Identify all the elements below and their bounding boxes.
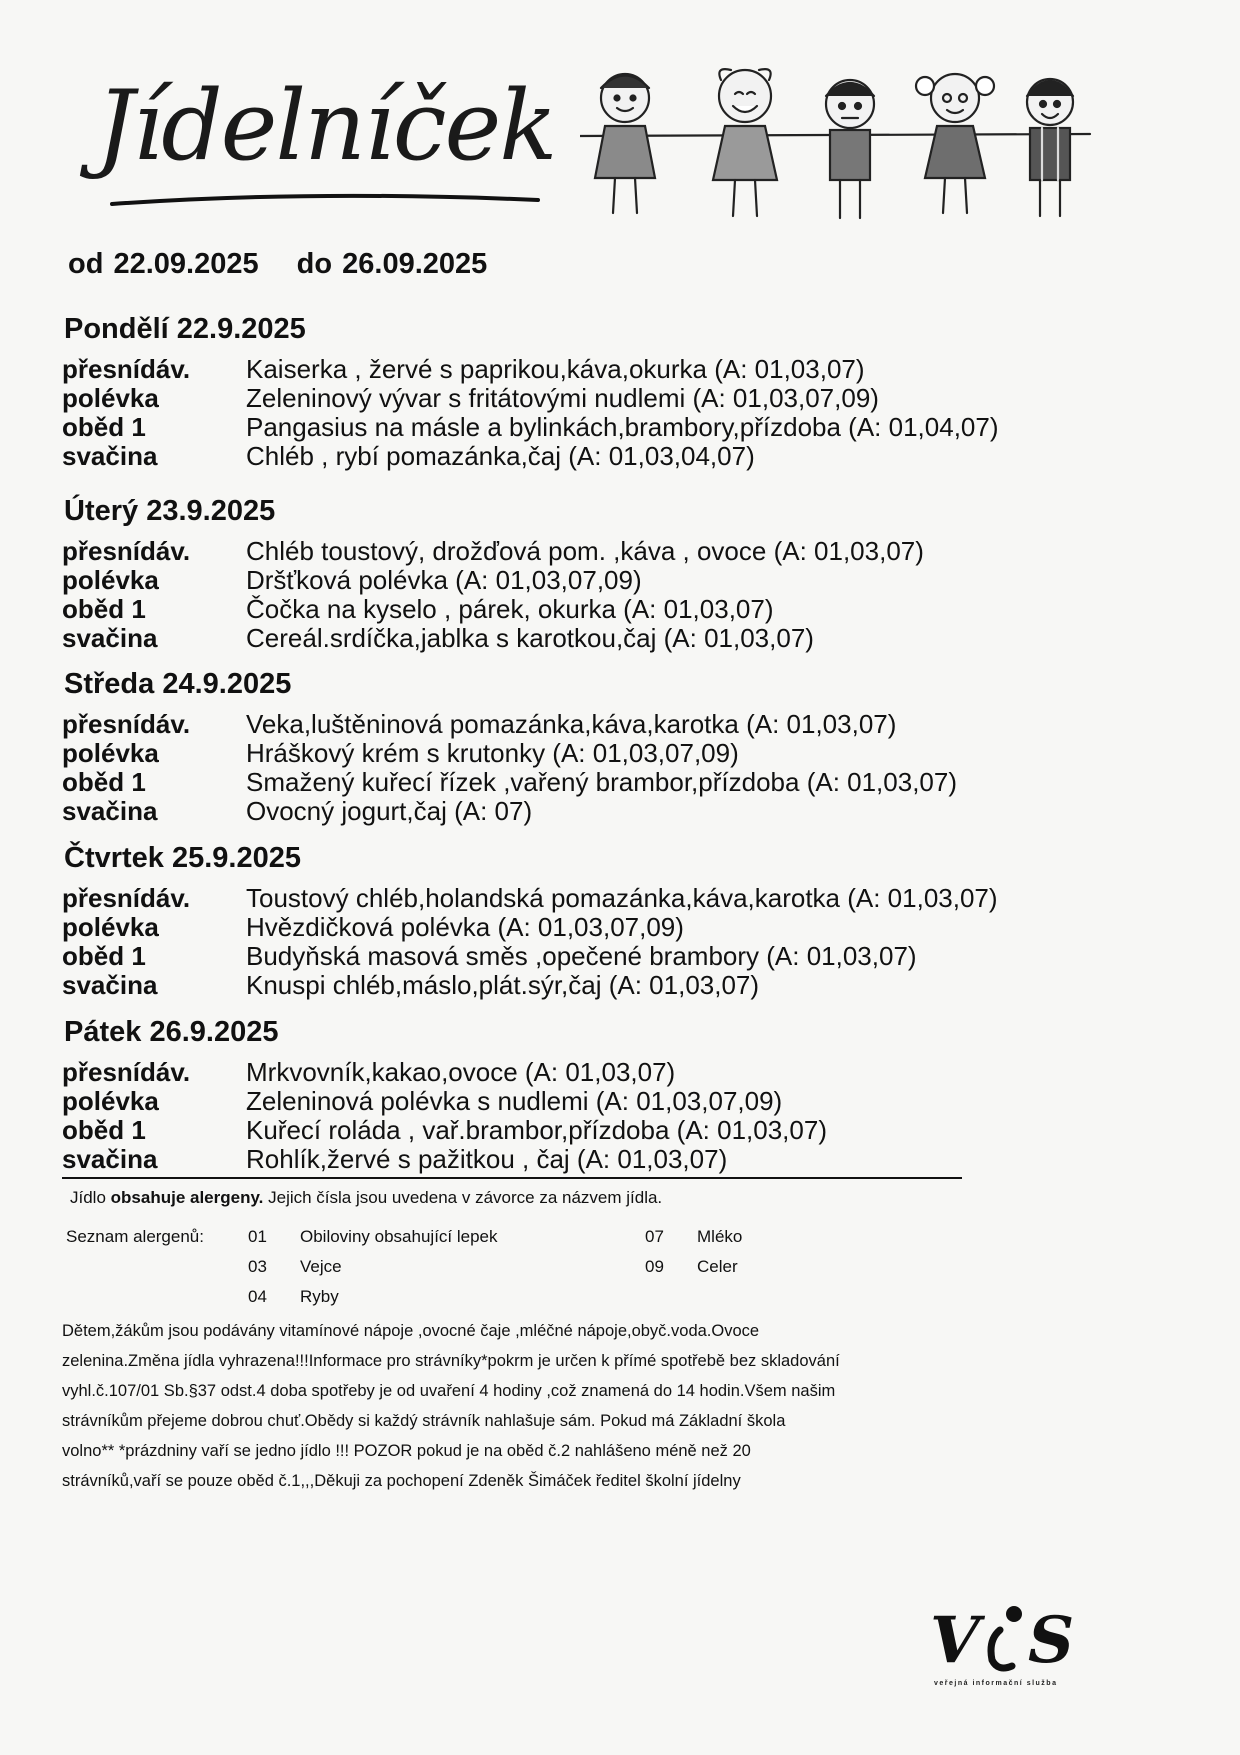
day-title: Čtvrtek 25.9.2025	[64, 842, 301, 874]
meal-row-snack	[62, 1146, 1062, 1175]
day-monday	[62, 313, 1062, 472]
meal-row-soup	[62, 567, 1062, 596]
meal-dish: Rohlík,žervé s pažitkou , čaj (A: 01,03,07)	[246, 1144, 728, 1174]
footer-line: Dětem,žákům jsou podávány vitamínové nápoje ,ovocné čaje ,mléčné nápoje,obyč.voda.Ovoce	[62, 1322, 760, 1340]
meal-row-snack	[62, 798, 1062, 827]
date-from: od 22.09.2025	[68, 248, 259, 280]
meal-dish: Cereál.srdíčka,jablka s karotkou,čaj (A: 01,03,07)	[246, 623, 814, 653]
meal-dish: Zeleninový vývar s fritátovými nudlemi (A: 01,03,07,09)	[246, 383, 879, 413]
meal-label: svačina	[62, 796, 158, 826]
meal-row-lunch	[62, 943, 1062, 972]
meal-dish: Smažený kuřecí řízek ,vařený brambor,přízdoba (A: 01,03,07)	[246, 767, 958, 797]
meal-label: polévka	[62, 383, 159, 413]
meal-row-soup	[62, 914, 1062, 943]
meal-label: přesnídáv.	[62, 1057, 191, 1087]
meal-row-lunch	[62, 596, 1062, 625]
allergen-number: 07	[645, 1227, 664, 1246]
meal-row-lunch	[62, 769, 1062, 798]
meal-label: oběd 1	[62, 412, 146, 442]
meal-label: přesnídáv.	[62, 354, 191, 384]
meal-label: polévka	[62, 565, 159, 595]
title-underline	[110, 190, 540, 210]
meal-row-breakfast	[62, 885, 1062, 914]
meal-dish: Knuspi chléb,máslo,plát.sýr,čaj (A: 01,03,07)	[246, 970, 760, 1000]
meal-row-soup	[62, 1088, 1062, 1117]
allergen-name: Celer	[697, 1257, 738, 1276]
day-wednesday	[62, 668, 1062, 827]
meal-label: oběd 1	[62, 1115, 146, 1145]
vis-logo-mark	[930, 1600, 1100, 1680]
meal-row-soup	[62, 385, 1062, 414]
meal-label: oběd 1	[62, 941, 146, 971]
meal-label: svačina	[62, 623, 158, 653]
meal-label: přesnídáv.	[62, 883, 191, 913]
day-title: Středa 24.9.2025	[64, 668, 292, 700]
meal-row-breakfast	[62, 356, 1062, 385]
allergen-name: Vejce	[300, 1257, 342, 1276]
meal-dish: Zeleninová polévka s nudlemi (A: 01,03,07,09)	[246, 1086, 783, 1116]
meal-dish: Veka,luštěninová pomazánka,káva,karotka (A: 01,03,07)	[246, 709, 897, 739]
meal-label: polévka	[62, 912, 159, 942]
meal-dish: Hvězdičková polévka (A: 01,03,07,09)	[246, 912, 684, 942]
meal-dish: Chléb toustový, drožďová pom. ,káva , ovoce (A: 01,03,07)	[246, 536, 924, 566]
allergen-list-label: Seznam alergenů:	[66, 1227, 204, 1246]
children-illustration	[580, 58, 1100, 228]
allergen-note-bold: obsahuje alergeny.	[110, 1188, 264, 1207]
allergen-note-suffix: Jejich čísla jsou uvedena v závorce za názvem jídla.	[268, 1188, 663, 1207]
meal-dish: Hráškový krém s krutonky (A: 01,03,07,09)	[246, 738, 739, 768]
day-friday	[62, 1016, 1062, 1175]
day-title: Pátek 26.9.2025	[64, 1016, 279, 1048]
day-tuesday	[62, 495, 1062, 654]
meal-dish: Chléb , rybí pomazánka,čaj (A: 01,03,04,07)	[246, 441, 755, 471]
meal-label: svačina	[62, 441, 158, 471]
vis-logo	[930, 1600, 1100, 1700]
meal-dish: Dršťková polévka (A: 01,03,07,09)	[246, 565, 642, 595]
allergen-name: Ryby	[300, 1287, 339, 1306]
allergen-name: Obiloviny obsahující lepek	[300, 1227, 498, 1246]
day-title: Pondělí 22.9.2025	[64, 313, 306, 345]
allergen-number: 09	[645, 1257, 664, 1276]
allergen-note	[70, 1188, 662, 1208]
allergen-number: 03	[248, 1257, 267, 1276]
vis-logo-subtitle: veřejná informační služba	[934, 1680, 1058, 1687]
meal-dish: Kaiserka , žervé s paprikou,káva,okurka (A: 01,03,07)	[246, 354, 865, 384]
svg-text:S: S	[1028, 1603, 1075, 1678]
meal-label: svačina	[62, 1144, 158, 1174]
meal-row-breakfast	[62, 538, 1062, 567]
meal-row-snack	[62, 625, 1062, 654]
day-thursday	[62, 842, 1062, 1001]
meal-label: polévka	[62, 738, 159, 768]
meal-dish: Ovocný jogurt,čaj (A: 07)	[246, 796, 533, 826]
meal-label: polévka	[62, 1086, 159, 1116]
allergen-note-prefix: Jídlo	[70, 1188, 106, 1207]
meal-dish: Toustový chléb,holandská pomazánka,káva,karotka (A: 01,03,07)	[246, 883, 998, 913]
meal-row-snack	[62, 443, 1062, 472]
divider-line	[62, 1177, 962, 1179]
allergen-name: Mléko	[697, 1227, 743, 1246]
footer-info	[62, 1316, 1012, 1496]
page-title: Jídelníček	[96, 70, 556, 182]
meal-label: přesnídáv.	[62, 709, 191, 739]
meal-row-breakfast	[62, 1059, 1062, 1088]
meal-label: oběd 1	[62, 594, 146, 624]
allergen-number: 01	[248, 1227, 267, 1246]
meal-dish: Kuřecí roláda , vař.brambor,přízdoba (A: 01,03,07)	[246, 1115, 827, 1145]
meal-row-lunch	[62, 414, 1062, 443]
footer-line: strávníkům přejeme dobrou chuť.Obědy si každý strávník nahlašuje sám. Pokud má Základní škola	[62, 1412, 786, 1430]
meal-label: přesnídáv.	[62, 536, 191, 566]
footer-line: zelenina.Změna jídla vyhrazena!!!Informace pro strávníky*pokrm je určen k přímé spotřebě bez skladování	[62, 1352, 840, 1370]
meal-row-snack	[62, 972, 1062, 1001]
meal-dish: Mrkvovník,kakao,ovoce (A: 01,03,07)	[246, 1057, 676, 1087]
footer-line: strávníků,vaří se pouze oběd č.1,,,Děkuji za pochopení Zdeněk Šimáček ředitel školní jídelny	[62, 1472, 741, 1490]
meal-dish: Budyňská masová směs ,opečené brambory (A: 01,03,07)	[246, 941, 917, 971]
meal-label: oběd 1	[62, 767, 146, 797]
svg-text:V: V	[930, 1603, 980, 1678]
meal-label: svačina	[62, 970, 158, 1000]
meal-row-breakfast	[62, 711, 1062, 740]
date-to: do 26.09.2025	[296, 248, 488, 280]
day-title: Úterý 23.9.2025	[64, 495, 276, 527]
meal-dish: Pangasius na másle a bylinkách,brambory,přízdoba (A: 01,04,07)	[246, 412, 999, 442]
meal-dish: Čočka na kyselo , párek, okurka (A: 01,03,07)	[246, 594, 774, 624]
footer-line: volno** *prázdniny vaří se jedno jídlo !!! POZOR pokud je na oběd č.2 nahlášeno méně než 20	[62, 1442, 751, 1460]
footer-line: vyhl.č.107/01 Sb.§37 odst.4 doba spotřeby je od uvaření 4 hodiny ,což znamená do 14 hodin.Všem našim	[62, 1382, 836, 1400]
meal-row-soup	[62, 740, 1062, 769]
allergen-number: 04	[248, 1287, 267, 1306]
meal-row-lunch	[62, 1117, 1062, 1146]
date-range	[68, 248, 487, 281]
